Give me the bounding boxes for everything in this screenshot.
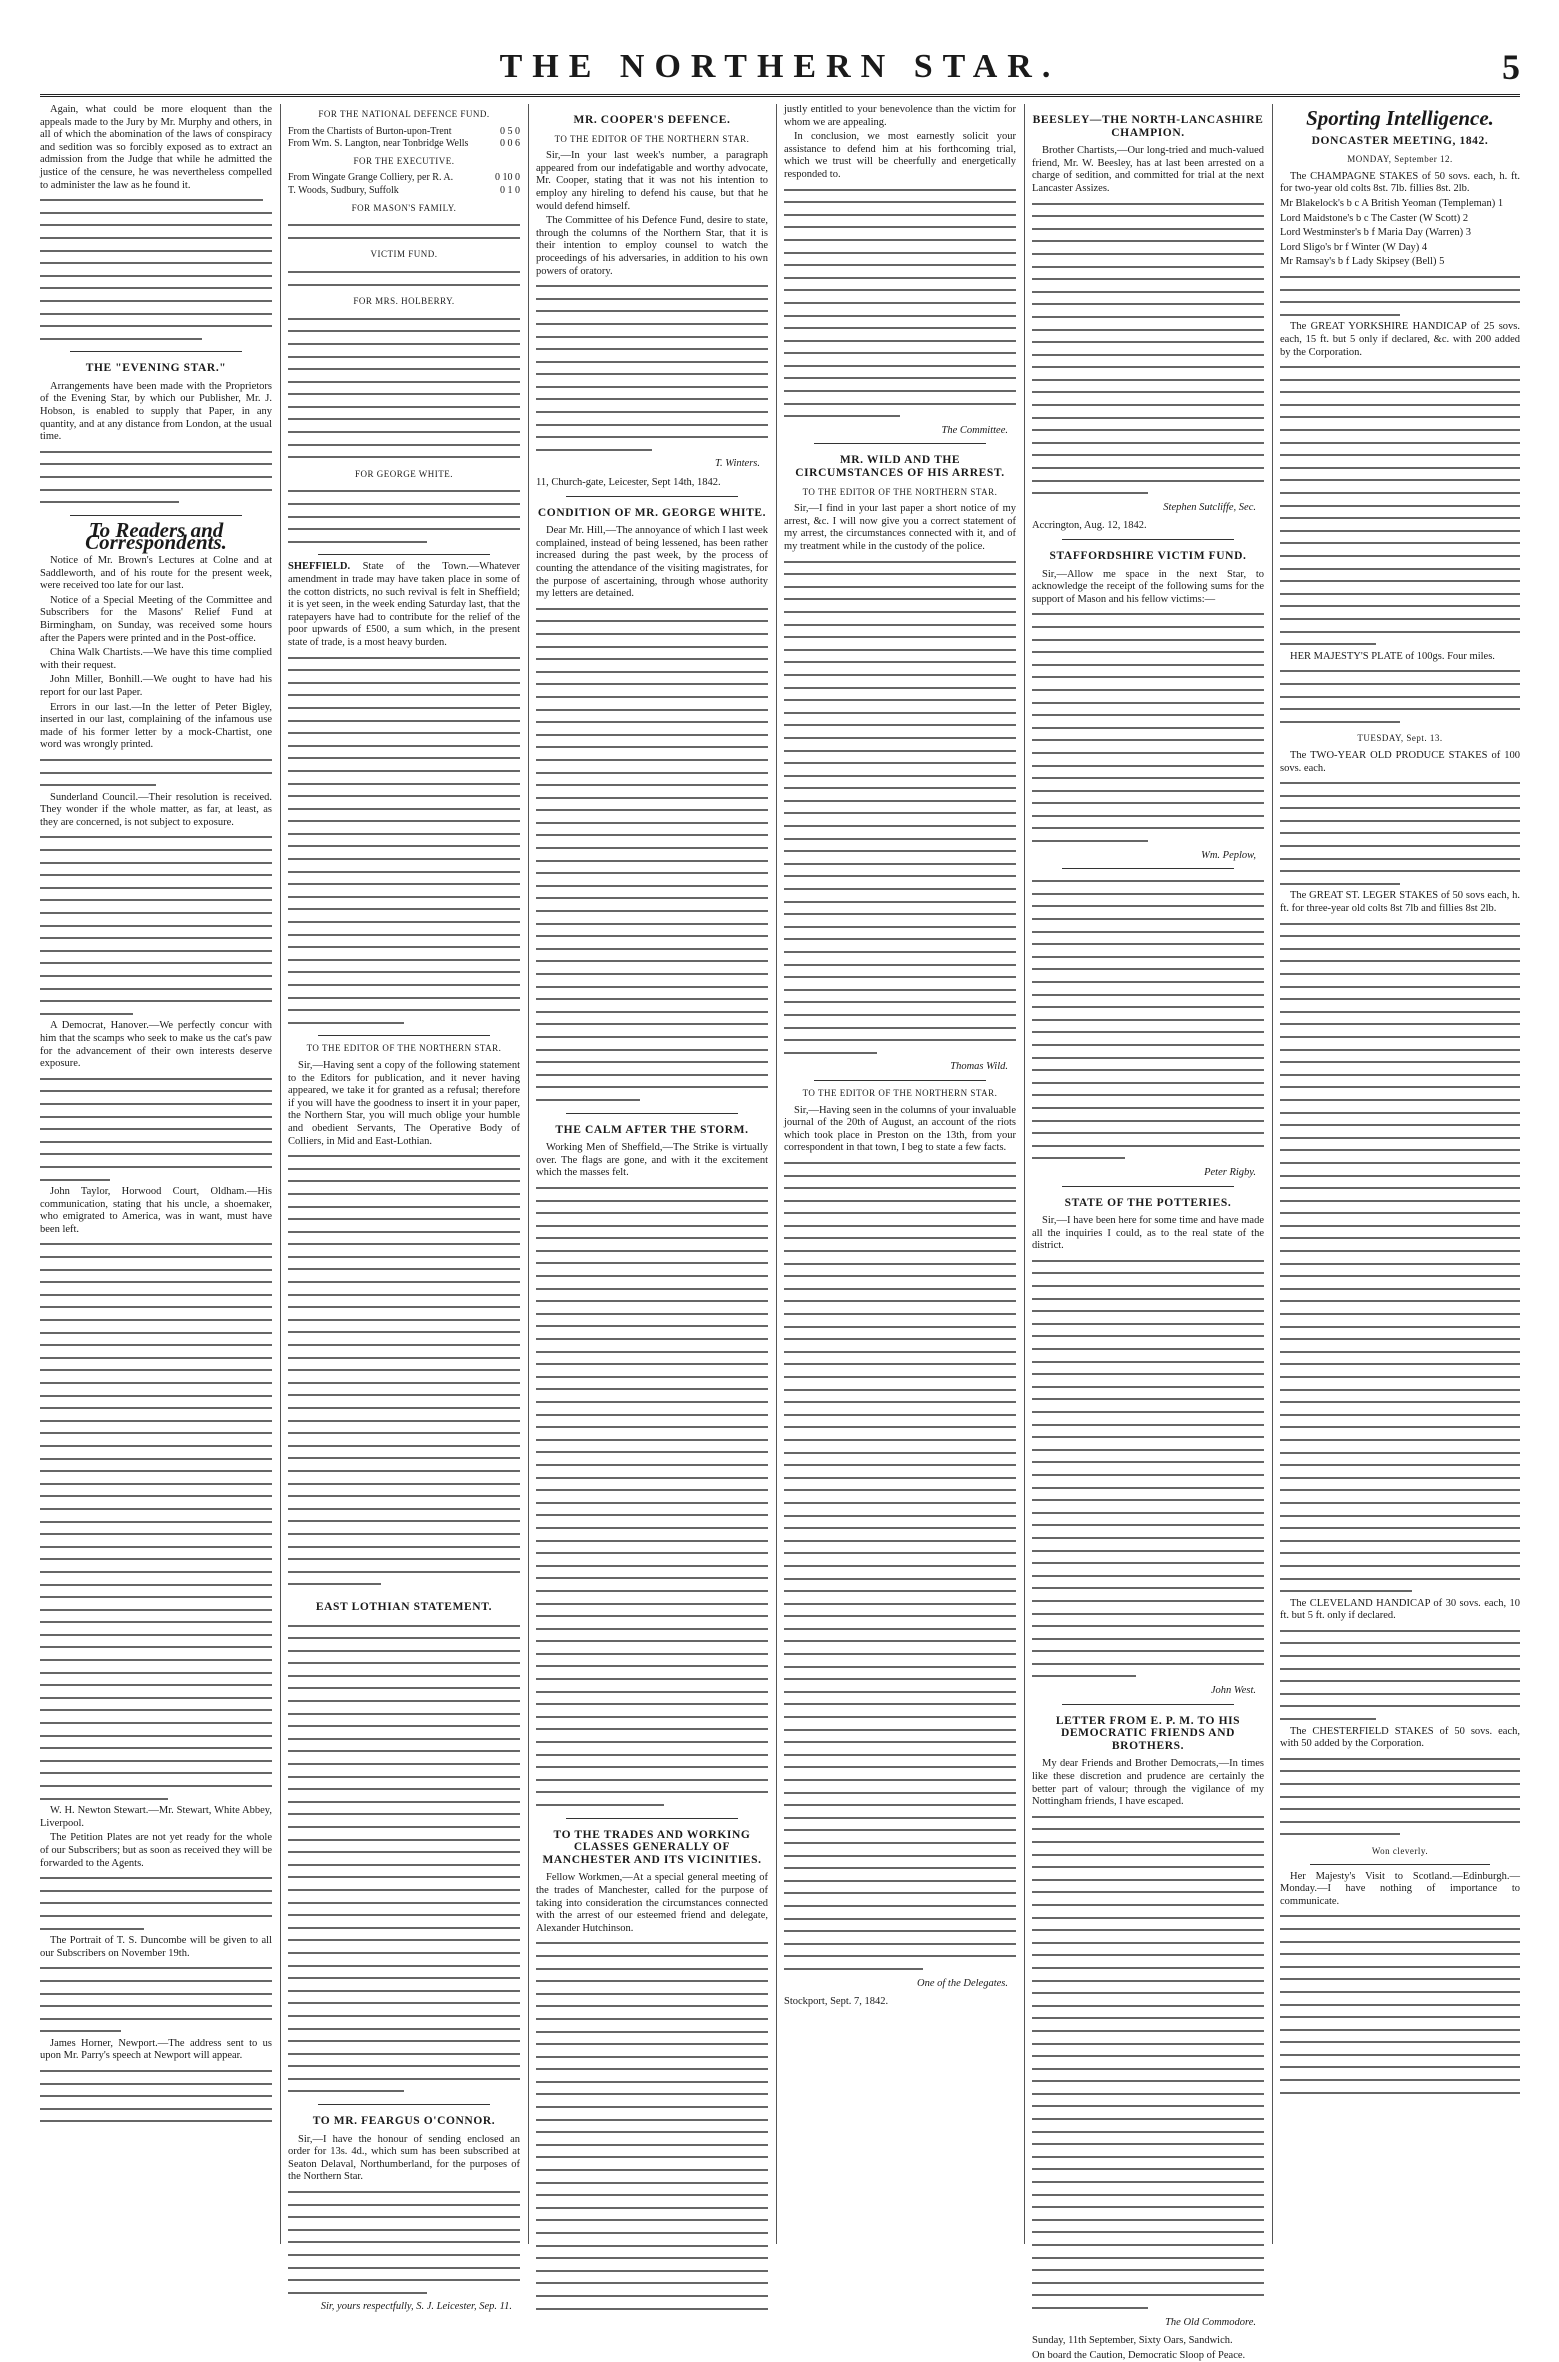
notice: The Petition Plates are not yet ready for the whole of our Subscribers; but as soon as received they will be forwarded to the Agents. <box>40 1832 272 1869</box>
section-heading: TO THE TRADES AND WORKING CLASSES GENERALLY OF MANCHESTER AND ITS VICINITIES. <box>542 1828 762 1866</box>
race-result: Won cleverly. <box>1371 1845 1429 1856</box>
dateline: Accrington, Aug. 12, 1842. <box>1032 520 1147 532</box>
paragraph: justly entitled to your benevolence than the victim for whom we are appealing. <box>784 104 1016 128</box>
section-heading: FOR MASON'S FAMILY. <box>351 202 457 213</box>
ledger-amount: 0 1 0 <box>500 184 520 196</box>
section-subheading: TUESDAY, Sept. 13. <box>1357 733 1443 744</box>
runner: Lord Maidstone's b c The Caster (W Scott) 2 <box>1280 212 1469 224</box>
runner: Lord Westminster's b f Maria Day (Warren) 3 <box>1280 227 1471 239</box>
paragraph: The Committee of his Defence Fund, desire to state, through the columns of the Northern Star, that it is their intention to employ counsel to watch the proceedings of his adversaries, in addition to his own powers of oratory. <box>536 215 768 277</box>
signature: Thomas Wild. <box>950 1061 1008 1073</box>
paragraph: Dear Mr. Hill,—The annoyance of which I last week complained, instead of being lessened, has been rather increased during the past week, by the process of counting the attendance of the visiting magistrates, for the purpose of ascertaining, through whose authority my letters are detained. <box>536 525 768 600</box>
ledger <box>288 126 520 151</box>
section-heading: FOR GEORGE WHITE. <box>354 468 454 479</box>
notice: A Democrat, Hanover.—We perfectly concur with him that the scamps who seek to make us the cat's paw for the advancement of their own interests deserve exposure. <box>40 1020 272 1070</box>
dateline: Stockport, Sept. 7, 1842. <box>784 1996 889 2008</box>
runner: Mr Ramsay's b f Lady Skipsey (Bell) 5 <box>1280 256 1445 268</box>
section-heading: DONCASTER MEETING, 1842. <box>1311 134 1489 147</box>
paragraph: Her Majesty's Visit to Scotland.—Edinburgh.—Monday.—I have nothing of importance to communicate. <box>1280 1870 1520 1907</box>
notice: China Walk Chartists.—We have this time complied with their request. <box>40 647 272 671</box>
sporting-heading: Sporting Intelligence. <box>1306 106 1494 130</box>
paragraph: Sir,—Having seen in the columns of your invaluable journal of the 20th of August, an account of the riots which took place in Preston on the 13th, from your correspondent in that town, I beg to state a few facts. <box>784 1104 1016 1154</box>
section-heading: VICTIM FUND. <box>370 249 438 260</box>
paragraph: State of the Town.—Whatever amendment in trade may have taken place in some of the cotton districts, no such revival is felt in Sheffield; it is yet seen, in the week ending Saturday last, that the ratepayers have had to contribute for the relief of the poor upwards of £500, a sum which, in the present state of trade, is a most heavy burden. <box>288 561 521 648</box>
section-heading: THE "EVENING STAR." <box>85 362 227 375</box>
section-heading: MR. COOPER'S DEFENCE. <box>573 114 731 126</box>
signature: One of the Delegates. <box>917 1977 1008 1989</box>
runner: Lord Sligo's br f Winter (W Day) 4 <box>1280 241 1428 253</box>
ledger-label: From the Chartists of Burton-upon-Trent <box>288 125 452 137</box>
race-paragraph: The CHESTERFIELD STAKES of 50 sovs. each, with 50 added by the Corporation. <box>1280 1725 1520 1750</box>
section-heading: STATE OF THE POTTERIES. <box>1064 1196 1232 1209</box>
dateline: Sunday, 11th September, Sixty Oars, Sandwich. <box>1032 2335 1233 2347</box>
ledger-amount: 0 5 0 <box>500 125 520 137</box>
ledger-amount: 0 10 0 <box>495 172 520 184</box>
paragraph: Sir,—I find in your last paper a short notice of my arrest, &c. I will now give you a correct statement of my arrest, the circumstances connected with it, and of my treatment while in the custody of the police. <box>784 503 1016 552</box>
paragraph: Sir,—Allow me space in the next Star, to acknowledge the receipt of the following sums for the support of Mason and his fellow victims:— <box>1032 568 1264 605</box>
notice: Notice of Mr. Brown's Lectures at Colne and at Saddleworth, and of his route for the present week, were received too late for our last. <box>40 555 272 592</box>
section-heading: FOR THE NATIONAL DEFENCE FUND. <box>318 109 490 119</box>
signature: The Committee. <box>941 424 1008 436</box>
dateline: 11, Church-gate, Leicester, Sept 14th, 1842. <box>536 477 721 489</box>
section-subheading: MONDAY, September 12. <box>1347 154 1453 165</box>
ledger-row <box>288 126 520 139</box>
notice: John Miller, Bonhill.—We ought to have had his report for our last Paper. <box>40 674 272 698</box>
section-heading: BEESLEY—THE NORTH-LANCASHIRE CHAMPION. <box>1032 114 1264 139</box>
notice: W. H. Newton Stewart.—Mr. Stewart, White Abbey, Liverpool. <box>40 1805 272 1829</box>
column-1 <box>40 104 272 2244</box>
section-heading: CONDITION OF MR. GEORGE WHITE. <box>537 506 767 519</box>
race-paragraph: The CHAMPAGNE STAKES of 50 sovs. each, h. ft. for two-year old colts 8st. 7lb. fillies 8st. 2lb. <box>1280 170 1520 195</box>
signature: Peter Rigby. <box>1204 1166 1256 1178</box>
column-6 <box>1280 104 1520 2244</box>
section-heading: TO THE EDITOR OF THE NORTHERN STAR. <box>306 1043 502 1054</box>
notice: John Taylor, Horwood Court, Oldham.—His communication, stating that his uncle, a shoemaker, who emigrated to America, was in want, must have been left. <box>40 1186 272 1235</box>
notice: James Horner, Newport.—The address sent to us upon Mr. Parry's speech at Newport will appear. <box>40 2037 272 2062</box>
paragraph: Sir,—Having sent a copy of the following statement to the Editors for publication, and it never having appeared, we take it for granted as a refusal; therefore if you will have the goodness to insert it in your paper, the Northern Star, you will much oblige your humble and obedient Servants, The Operative Body of Colliers, in Mid and East-Lothian. <box>288 1059 520 1147</box>
paragraph: Fellow Workmen,—At a special general meeting of the trades of Manchester, called for the purpose of taking into consideration the circumstances connected with the arrest of our esteemed friend and delegate, Alexander Hutchinson. <box>536 1872 768 1934</box>
race-paragraph: HER MAJESTY'S PLATE of 100gs. Four miles. <box>1290 650 1495 662</box>
signature: Wm. Peplow, <box>1201 849 1256 861</box>
column-2 <box>288 104 521 2313</box>
ledger-row <box>288 172 520 185</box>
signature: The Old Commodore. <box>1165 2316 1256 2328</box>
paragraph: Arrangements have been made with the Proprietors of the Evening Star, by which our Publisher, Mr. J. Hobson, is enabled to supply that Paper, in any quantity, and at any distance from London, at the usual time. <box>40 380 272 443</box>
masthead <box>40 46 1520 97</box>
dateline: On board the Caution, Democratic Sloop of Peace. <box>1032 2349 1246 2361</box>
section-heading: STAFFORDSHIRE VICTIM FUND. <box>1049 550 1247 562</box>
ledger-label: From Wm. S. Langton, near Tonbridge Wells <box>288 138 469 150</box>
page-number: 5 <box>1502 47 1520 87</box>
section-heading: LETTER FROM E. P. M. TO HIS DEMOCRATIC FRIENDS AND BROTHERS. <box>1055 1714 1241 1752</box>
race-paragraph: The GREAT YORKSHIRE HANDICAP of 25 sovs. each, 15 ft. but 5 only if declared, &c. with 200 added by the Corporation. <box>1280 321 1520 358</box>
paragraph: Sir,—I have the honour of sending enclosed an order for 13s. 4d., which sum has been subscribed at Seaton Delaval, Northumberland, for the purposes of the Northern Star. <box>288 2133 520 2183</box>
signature: Sir, yours respectfully, S. J. Leicester, Sep. 11. <box>320 2301 512 2313</box>
section-heading: SHEFFIELD. <box>288 561 351 573</box>
ledger <box>288 172 520 197</box>
section-heading: MR. WILD AND THE CIRCUMSTANCES OF HIS ARREST. <box>795 454 1005 480</box>
paragraph: In conclusion, we most earnestly solicit your assistance to defend him at his forthcoming trial, which we trust will be cheerfully and energetically responded to. <box>784 131 1016 180</box>
ledger-row <box>288 138 520 151</box>
correspondents-heading: To Readers and Correspondents. <box>85 517 227 555</box>
notice: The Portrait of T. S. Duncombe will be given to all our Subscribers on November 19th. <box>40 1935 272 1959</box>
paragraph: Sir,—In your last week's number, a paragraph appeared from our indefatigable and worthy advocate, Mr. Cooper, stating that it was not his intention to employ any hireling to defend his cause, but that he would defend himself. <box>536 150 768 212</box>
section-subheading: TO THE EDITOR OF THE NORTHERN STAR. <box>554 133 750 144</box>
paragraph: Brother Chartists,—Our long-tried and much-valued friend, Mr. W. Beesley, has at last been arrested on a charge of sedition, and committed for trial at the next Lancaster Assizes. <box>1032 145 1264 194</box>
notice: Notice of a Special Meeting of the Committee and Subscribers for the Masons' Relief Fund at Birmingham, on Sunday, was received some hours after the Papers were printed and in the Post-office. <box>40 594 272 644</box>
runner: Mr Blakelock's b c A British Yeoman (Templeman) 1 <box>1280 197 1504 209</box>
ledger-row <box>288 185 520 198</box>
notice: Sunderland Council.—Their resolution is received. They wonder if the whole matter, as far, at least, as they are concerned, is not subject to exposure. <box>40 791 272 828</box>
ledger-amount: 0 0 6 <box>500 138 520 150</box>
column-5 <box>1032 104 1264 2361</box>
newspaper-title: THE NORTHERN STAR. <box>499 48 1061 85</box>
column-4 <box>784 104 1016 2244</box>
section-heading: EAST LOTHIAN STATEMENT. <box>315 1600 493 1613</box>
ledger-label: T. Woods, Sudbury, Suffolk <box>288 184 399 196</box>
race-paragraph: The TWO-YEAR OLD PRODUCE STAKES of 100 sovs. each. <box>1280 749 1520 774</box>
column-3 <box>536 104 768 2244</box>
signature: T. Winters. <box>714 458 760 470</box>
paragraph: Sir,—I have been here for some time and have made all the inquiries I could, as to the real state of the district. <box>1032 1215 1264 1252</box>
section-heading: FOR THE EXECUTIVE. <box>353 155 455 166</box>
section-heading: FOR MRS. HOLBERRY. <box>353 296 455 307</box>
section-subheading: TO THE EDITOR OF THE NORTHERN STAR. <box>802 486 998 497</box>
signature: John West. <box>1210 1685 1256 1697</box>
section-heading: THE CALM AFTER THE STORM. <box>555 1123 749 1136</box>
race-paragraph: The GREAT ST. LEGER STAKES of 50 sovs each, h. ft. for three-year old colts 8st 7lb and fillies 8st 2lb. <box>1280 890 1520 915</box>
section-heading: TO MR. FEARGUS O'CONNOR. <box>312 2115 496 2128</box>
signature: Stephen Sutcliffe, Sec. <box>1163 501 1256 513</box>
race-paragraph: The CLEVELAND HANDICAP of 30 sovs. each, 10 ft. but 5 ft. only if declared. <box>1280 1597 1520 1622</box>
paragraph: My dear Friends and Brother Democrats,—In times like these discretion and prudence are certainly the better part of valour; through the vigilance of my Nottingham friends, I have escaped. <box>1032 1758 1264 1808</box>
column-grid <box>40 104 1525 2361</box>
section-subheading: TO THE EDITOR OF THE NORTHERN STAR. <box>802 1087 998 1098</box>
paragraph: Working Men of Sheffield,—The Strike is virtually over. The flags are gone, and with it the excitement which the masses felt. <box>536 1142 768 1179</box>
notice: Errors in our last.—In the letter of Peter Bigley, inserted in our last, complaining of the infamous use made of his former letter by a mock-Chartist, one word was wrongly printed. <box>40 701 272 751</box>
ledger-label: From Wingate Grange Colliery, per R. A. <box>288 172 454 184</box>
paragraph: Again, what could be more eloquent than the appeals made to the Jury by Mr. Murphy and others, in all of which the abomination of the laws of conspiracy and sedition was so forcibly exposed as to extract an admission from the Judge that while he admitted the justice of the censure, he was nevertheless compelled to administer the law as he found it. <box>40 104 272 191</box>
